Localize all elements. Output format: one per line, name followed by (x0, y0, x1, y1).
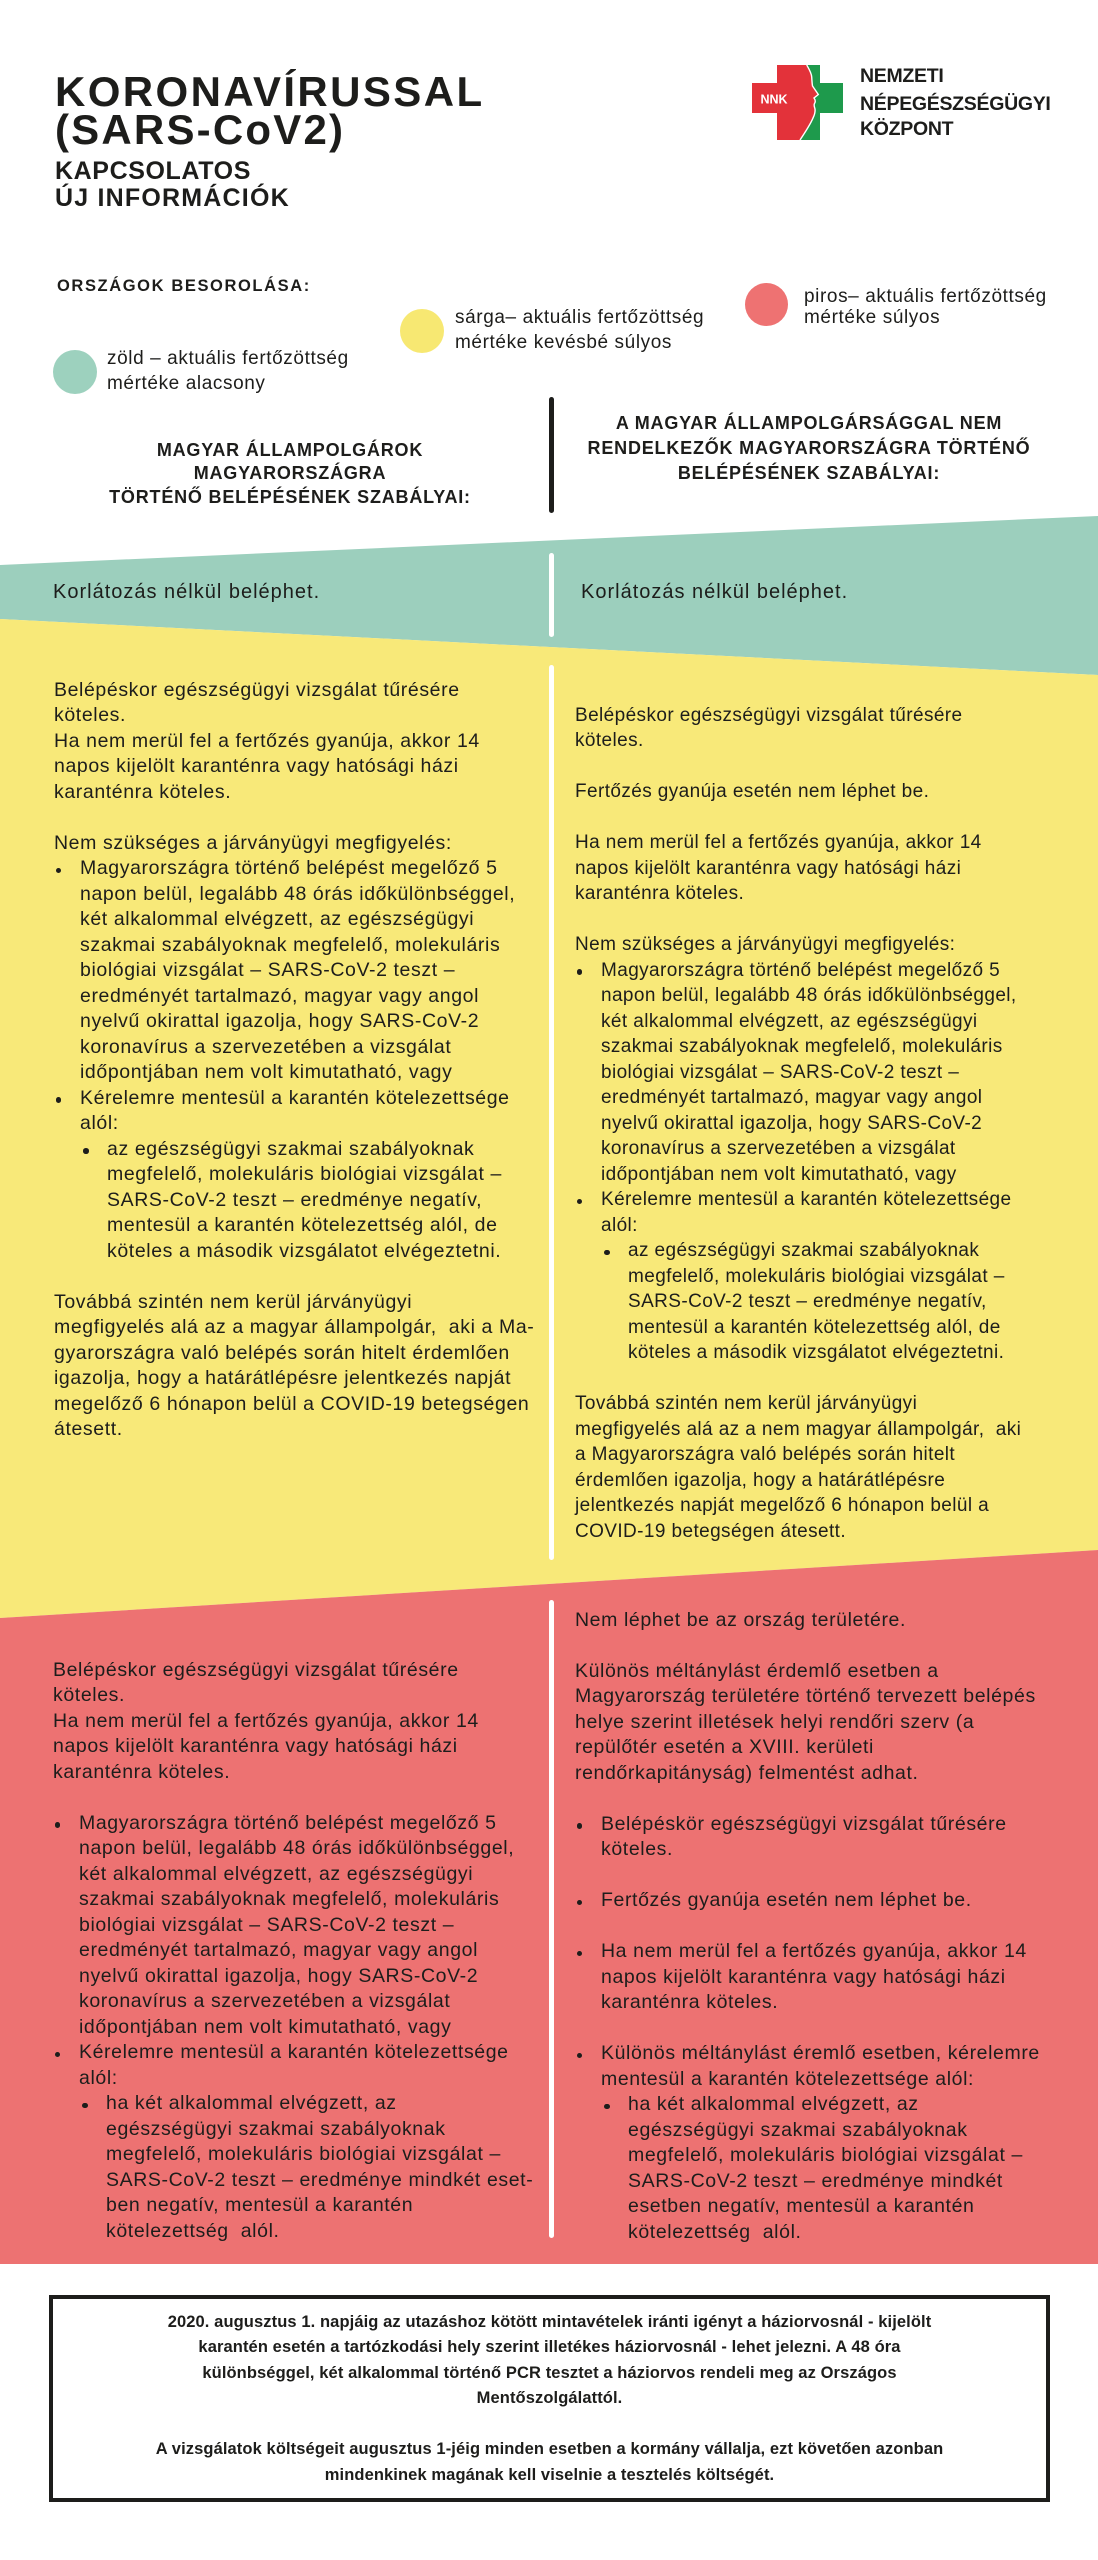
bullet-item-continuation (53, 2015, 533, 2041)
line-text: Fertőzés gyanúja esetén nem léphet be. (575, 781, 930, 803)
text-line (575, 1659, 1055, 1685)
bullet-item-continuation (575, 2194, 1055, 2220)
text-line (54, 729, 534, 755)
line-text: alól: (601, 1214, 638, 1236)
line-text: nyelvű okirattal igazolja, hogy SARS-CoV-2 (79, 1964, 479, 1987)
green-zone-hungarian-rules (53, 580, 533, 606)
text-line (54, 703, 534, 729)
line-text: ben negatív, mentesül a karantén (106, 2194, 414, 2216)
line-text: szakmai szabályoknak megfelelő, molekuláris (79, 1888, 500, 1910)
legend-item-line: piros– aktuális fertőzöttség (804, 286, 1047, 307)
bullet-item-continuation (575, 1289, 1055, 1315)
line-text: megfelelő, molekuláris biológiai vizsgálat – (628, 1265, 1005, 1287)
red-zone-hungarian-rules (53, 1658, 533, 2245)
logo-name-line: NÉPEGÉSZSÉGÜGYI (860, 93, 1051, 115)
text-line (53, 580, 533, 606)
bullet-item-continuation (575, 1162, 1055, 1188)
legend-item-line: zöld – aktuális fertőzöttség (107, 348, 349, 369)
line-text: köteles. (54, 704, 127, 726)
notice-line: 2020. augusztus 1. napjáig az utazáshoz kötött mintavételek iránti igényt a háziorvosnál - kijelölt (167, 2312, 932, 2331)
line-text: két alkalommal elvégzett, az egészségügyi (80, 908, 475, 930)
bullet-item-continuation (575, 1315, 1055, 1341)
line-text: megelőző 6 hónapon belül a COVID-19 betegségen (54, 1392, 530, 1415)
bullet-icon (82, 2103, 88, 2109)
text-line (53, 1658, 533, 1684)
line-text: karanténra köteles. (575, 883, 745, 905)
bullet-item-continuation (54, 933, 534, 959)
line-text: Különös méltánylást éremlő esetben, kérelemre (601, 2042, 1040, 2064)
bullet-item-continuation (54, 984, 534, 1010)
line-text: napos kijelölt karanténra vagy hatósági házi (54, 755, 459, 777)
blank-line (575, 907, 1055, 933)
text-line (575, 728, 1055, 754)
bullet-icon (577, 2053, 583, 2059)
bullet-item-continuation (53, 1836, 533, 1862)
bullet-item-continuation (54, 1239, 534, 1265)
line-text: érdemlően igazolja, hogy a határátlépésre (575, 1469, 946, 1491)
text-line (54, 1366, 534, 1392)
bullet-item-continuation (575, 1009, 1055, 1035)
line-text: biológiai vizsgálat – SARS-CoV-2 teszt – (80, 959, 456, 981)
line-text: időpontjában nem volt kimutatható, vagy (80, 1061, 453, 1083)
text-line (54, 1290, 534, 1316)
bullet-icon (55, 1822, 61, 1828)
legend-item-line: mértéke súlyos (804, 307, 941, 328)
line-text: napon belül, legalább 48 órás időkülönbséggel, (79, 1837, 515, 1859)
line-text: karanténra köteles. (53, 1760, 231, 1783)
line-text: Továbbá szintén nem kerül járványügyi (575, 1393, 918, 1415)
line-text: kötelezettség alól. (106, 2219, 280, 2242)
line-text: időpontjában nem volt kimutatható, vagy (601, 1163, 957, 1185)
red-circle-icon (745, 283, 788, 326)
line-text: alól: (80, 1112, 119, 1134)
line-text: SARS-CoV-2 teszt – eredménye negatív, (107, 1188, 483, 1211)
line-text: Kérelemre mentesül a karantén kötelezettsége (79, 2041, 509, 2063)
line-text: mentesül a karantén kötelezettsége alól: (601, 2067, 975, 2090)
blank-line (575, 754, 1055, 780)
line-text: Továbbá szintén nem kerül járványügyi (54, 1290, 413, 1313)
bullet-item (575, 958, 1055, 984)
line-text: eredményét tartalmazó, magyar vagy angol (80, 984, 480, 1007)
line-text: COVID-19 betegségen átesett. (575, 1520, 847, 1542)
bullet-item-continuation (53, 1887, 533, 1913)
logo-name-line: KÖZPONT (860, 118, 954, 140)
legend-item-red (804, 286, 1047, 328)
hungarian-citizens-heading (50, 439, 530, 509)
red-zone-foreign-rules (575, 1608, 1055, 2246)
bullet-item-continuation (53, 2168, 533, 2194)
line-text: ha két alkalommal elvégzett, az (628, 2093, 919, 2115)
text-line (54, 1341, 534, 1367)
bullet-icon (577, 1951, 583, 1957)
text-line (575, 1519, 1055, 1545)
line-text: Magyarországra történő belépést megelőző 5 (79, 1811, 497, 1834)
bullet-item (54, 856, 534, 882)
line-text: az egészségügyi szakmai szabályoknak (107, 1137, 475, 1160)
heading-line: A MAGYAR ÁLLAMPOLGÁRSÁGGAL NEM (615, 413, 1003, 433)
line-text: átesett. (54, 1418, 123, 1440)
blank-line (575, 1366, 1055, 1392)
title-line: KORONAVÍRUSSAL (55, 68, 485, 115)
yellow-zone-foreign-rules (575, 703, 1055, 1545)
line-text: Ha nem merül fel a fertőzés gyanúja, akkor 14 (575, 832, 982, 854)
bullet-item-continuation (54, 958, 534, 984)
line-text: nyelvű okirattal igazolja, hogy SARS-CoV-2 (601, 1112, 983, 1134)
text-line (54, 1315, 534, 1341)
text-line (53, 1734, 533, 1760)
line-text: nyelvű okirattal igazolja, hogy SARS-CoV-2 (80, 1010, 480, 1032)
line-text: Korlátozás nélkül beléphet. (581, 581, 849, 603)
bullet-item-continuation (54, 1035, 534, 1061)
line-text: karanténra köteles. (601, 1991, 779, 2013)
line-text: szakmai szabályoknak megfelelő, molekuláris (601, 1036, 1003, 1058)
logo-name-line: NEMZETI (860, 65, 944, 87)
line-text: napon belül, legalább 48 órás időkülönbséggel, (80, 882, 516, 905)
bullet-item-continuation (575, 1340, 1055, 1366)
line-text: Belépéskor egészségügyi vizsgálat tűrésére (53, 1658, 459, 1681)
notice-line: karantén esetén a tartózkodási hely szerint illetékes háziorvosnál - lehet jelezni. A 48 óra (198, 2338, 901, 2356)
line-text: megfelelő, molekuláris biológiai vizsgálat – (628, 2144, 1023, 2166)
text-line (54, 678, 534, 704)
line-text: koronavírus a szervezetében a vizsgálat (601, 1138, 956, 1160)
bullet-icon (577, 1823, 583, 1829)
bullet-item-continuation (53, 2117, 533, 2143)
column-divider-green (549, 553, 554, 637)
nnk-cross-icon (752, 65, 843, 140)
line-text: egészségügyi szakmai szabályoknak (628, 2118, 968, 2141)
notice-line: mindenkinek magának kell viselnie a tesztelés költségét. (324, 2465, 775, 2484)
line-text: napos kijelölt karanténra vagy hatósági házi (601, 1965, 1006, 1988)
line-text: köteles. (53, 1684, 126, 1706)
text-line (54, 1392, 534, 1418)
text-line (575, 1442, 1055, 1468)
text-line (575, 1710, 1055, 1736)
line-text: az egészségügyi szakmai szabályoknak (628, 1240, 980, 1262)
line-text: köteles a második vizsgálatot elvégeztetni. (628, 1342, 1005, 1364)
line-text: biológiai vizsgálat – SARS-CoV-2 teszt – (79, 1913, 455, 1936)
line-text: köteles a második vizsgálatot elvégeztetni. (107, 1239, 502, 1262)
line-text: napos kijelölt karanténra vagy hatósági házi (575, 857, 962, 879)
bullet-item-continuation (54, 1111, 534, 1137)
blank-line (54, 1264, 534, 1290)
bullet-item-continuation (575, 1264, 1055, 1290)
line-text: Kérelemre mentesül a karantén kötelezettsége (80, 1086, 510, 1109)
line-text: megfigyelés alá az a magyar állampolgár, aki a Ma- (54, 1316, 535, 1338)
notice-paragraph (53, 2310, 1046, 2412)
legend-item-yellow (455, 306, 704, 355)
blank-line (575, 1914, 1055, 1940)
bullet-item-continuation (53, 1938, 533, 1964)
subtitle-line: KAPCSOLATOS (55, 157, 251, 185)
bullet-item (53, 1811, 533, 1837)
line-text: rendőrkapitányság) felmentést adhat. (575, 1761, 919, 1784)
bullet-icon (577, 1199, 583, 1205)
line-text: eredményét tartalmazó, magyar vagy angol (601, 1087, 983, 1109)
text-line (54, 831, 534, 857)
line-text: helye szerint illetések helyi rendőri szerv (a (575, 1710, 975, 1733)
bullet-item-continuation (575, 2067, 1055, 2093)
bullet-item-continuation (575, 1111, 1055, 1137)
column-divider-red (549, 1600, 554, 2238)
notice-line: Mentőszolgálattól. (476, 2389, 623, 2407)
blank-line (575, 805, 1055, 831)
line-text: két alkalommal elvégzett, az egészségügyi (79, 1862, 474, 1885)
bullet-item-continuation (53, 1964, 533, 1990)
bullet-item-continuation (575, 1213, 1055, 1239)
text-line (575, 1735, 1055, 1761)
line-text: köteles. (575, 730, 644, 752)
bullet-icon (56, 868, 62, 874)
bullet-item-continuation (53, 1989, 533, 2015)
text-line (575, 1391, 1055, 1417)
legend-item-line: mértéke kevésbé súlyos (455, 331, 673, 353)
text-line (575, 1417, 1055, 1443)
line-text: alól: (79, 2066, 118, 2089)
bullet-item-continuation (53, 2142, 533, 2168)
text-line (575, 856, 1055, 882)
notice-paragraph (53, 2437, 1046, 2488)
bullet-icon (604, 1250, 610, 1256)
line-text: koronavírus a szervezetében a vizsgálat (80, 1035, 452, 1058)
bullet-item-continuation (54, 1213, 534, 1239)
line-text: eredményét tartalmazó, magyar vagy angol (79, 1939, 479, 1961)
bullet-item-continuation (575, 2169, 1055, 2195)
line-text: napos kijelölt karanténra vagy hatósági házi (53, 1735, 458, 1757)
text-line (581, 580, 1061, 606)
nnk-logo (752, 65, 1052, 145)
text-line (54, 754, 534, 780)
line-text: Nem léphet be az ország területére. (575, 1608, 907, 1631)
text-line (575, 1761, 1055, 1787)
bullet-item-continuation (54, 1188, 534, 1214)
line-text: esetben negatív, mentesül a karantén (628, 2195, 975, 2217)
line-text: mentesül a karantén kötelezettség alól, de (107, 1214, 498, 1236)
line-text: repülőtér esetén a XVIII. kerületi (575, 1736, 874, 1758)
line-text: SARS-CoV-2 teszt – eredménye mindkét (628, 2169, 1003, 2192)
bullet-item-continuation (575, 1837, 1055, 1863)
bullet-item-continuation (575, 1990, 1055, 2016)
text-line (575, 779, 1055, 805)
yellow-zone-hungarian-rules (54, 678, 534, 1443)
bullet-item-continuation (53, 2193, 533, 2219)
legend-item-line: mértéke alacsony (107, 372, 266, 394)
bullet-item (575, 1187, 1055, 1213)
line-text: Nem szükséges a járványügyi megfigyelés: (54, 831, 452, 854)
line-text: Belépéskör egészségügyi vizsgálat tűrésére (601, 1812, 1007, 1835)
bullet-item-continuation (575, 1136, 1055, 1162)
blank-line (54, 805, 534, 831)
line-text: szakmai szabályoknak megfelelő, molekuláris (80, 933, 501, 956)
line-text: Különös méltánylást érdemlő esetben a (575, 1659, 939, 1682)
text-line (54, 1417, 534, 1443)
bullet-icon (83, 1148, 89, 1154)
logo-badge-text: NNK (760, 92, 788, 107)
title-line: (SARS-CoV2) (55, 106, 346, 153)
bullet-item (575, 1812, 1055, 1838)
line-text: egészségügyi szakmai szabályoknak (106, 2117, 446, 2140)
bullet-icon (56, 1097, 62, 1103)
heading-line: BELÉPÉSÉNEK SZABÁLYAI: (677, 463, 941, 483)
subtitle-line: ÚJ INFORMÁCIÓK (55, 184, 290, 212)
line-text: karanténra köteles. (54, 780, 232, 803)
yellow-circle-icon (400, 309, 444, 353)
line-text: Magyarországra történő belépést megelőző 5 (601, 959, 1001, 981)
bullet-item-continuation (53, 1913, 533, 1939)
line-text: ha két alkalommal elvégzett, az (106, 2092, 397, 2114)
foreign-citizens-heading (569, 411, 1049, 486)
line-text: a Magyarországra való belépés során hitelt (575, 1444, 956, 1466)
line-text: megfelelő, molekuláris biológiai vizsgálat – (107, 1163, 502, 1185)
line-text: Belépéskor egészségügyi vizsgálat tűrésére (54, 678, 460, 701)
bullet-item-continuation (575, 1965, 1055, 1991)
heading-line: TÖRTÉNŐ BELÉPÉSÉNEK SZABÁLYAI: (109, 486, 471, 507)
line-text: Ha nem merül fel a fertőzés gyanúja, akkor 14 (601, 1940, 1027, 1962)
bullet-item (54, 1137, 534, 1163)
text-line (575, 830, 1055, 856)
bullet-item (53, 2091, 533, 2117)
bullet-item-continuation (575, 2118, 1055, 2144)
line-text: Korlátozás nélkül beléphet. (53, 581, 321, 603)
legend-title: ORSZÁGOK BESOROLÁSA: (57, 277, 311, 295)
bullet-item-continuation (53, 2066, 533, 2092)
line-text: koronavírus a szervezetében a vizsgálat (79, 1990, 451, 2012)
text-line (575, 1493, 1055, 1519)
bullet-icon (55, 2052, 61, 2058)
bullet-item-continuation (54, 1009, 534, 1035)
text-line (54, 780, 534, 806)
line-text: két alkalommal elvégzett, az egészségügyi (601, 1010, 978, 1032)
line-text: Nem szükséges a járványügyi megfigyelés: (575, 934, 956, 956)
line-text: köteles. (601, 1838, 674, 1860)
bullet-item-continuation (54, 882, 534, 908)
line-text: SARS-CoV-2 teszt – eredménye mindkét eset- (106, 2168, 534, 2191)
line-text: kötelezettség alól. (628, 2220, 802, 2243)
bullet-item (575, 2092, 1055, 2118)
line-text: Ha nem merül fel a fertőzés gyanúja, akkor 14 (54, 729, 480, 752)
bullet-item-continuation (575, 983, 1055, 1009)
heading-line: MAGYAR ÁLLAMPOLGÁROK (156, 440, 424, 460)
bullet-item-continuation (54, 907, 534, 933)
text-line (575, 703, 1055, 729)
blank-line (575, 1786, 1055, 1812)
bullet-item (54, 1086, 534, 1112)
bullet-item-continuation (53, 1862, 533, 1888)
line-text: napon belül, legalább 48 órás időkülönbséggel, (601, 985, 1017, 1007)
line-text: gyarországra való belépés során hitelt érdemlően (54, 1341, 510, 1364)
line-text: Fertőzés gyanúja esetén nem léphet be. (601, 1889, 972, 1911)
bullet-item-continuation (575, 2143, 1055, 2169)
blank-line (53, 1785, 533, 1811)
line-text: mentesül a karantén kötelezettség alól, de (628, 1316, 1001, 1338)
notice-box (49, 2295, 1050, 2502)
line-text: megfigyelés alá az a nem magyar állampolgár, aki (575, 1418, 1022, 1440)
bullet-item-continuation (575, 1085, 1055, 1111)
blank-line (575, 1633, 1055, 1659)
bullet-item-continuation (575, 2220, 1055, 2246)
legend-item-line: sárga– aktuális fertőzöttség (455, 307, 705, 328)
line-text: Magyarországra történő belépést megelőző 5 (80, 857, 498, 879)
green-zone-foreign-rules (581, 580, 1061, 606)
notice-line: különbséggel, két alkalommal történő PCR tesztet a háziorvos rendeli meg az Országos (202, 2363, 897, 2382)
legend-item-green (107, 347, 349, 396)
blank-line (575, 1863, 1055, 1889)
notice-line: A vizsgálatok költségeit augusztus 1-jéig minden esetben a kormány vállalja, ezt követően azonban (155, 2440, 944, 2458)
text-line (53, 1760, 533, 1786)
text-line (575, 932, 1055, 958)
bullet-item (575, 1939, 1055, 1965)
line-text: biológiai vizsgálat – SARS-CoV-2 teszt – (601, 1061, 960, 1083)
column-divider-header (549, 397, 554, 513)
line-text: időpontjában nem volt kimutatható, vagy (79, 2015, 452, 2038)
bullet-icon (577, 1900, 583, 1906)
bullet-item-continuation (54, 1060, 534, 1086)
bullet-icon (577, 969, 583, 975)
column-divider-yellow (549, 665, 554, 1560)
line-text: megfelelő, molekuláris biológiai vizsgálat – (106, 2143, 501, 2165)
heading-line: RENDELKEZŐK MAGYARORSZÁGRA TÖRTÉNŐ (587, 438, 1031, 458)
line-text: Magyarország területére történő tervezett belépés (575, 1685, 1036, 1707)
bullet-item (53, 2040, 533, 2066)
bullet-item-continuation (53, 2219, 533, 2245)
text-line (575, 1684, 1055, 1710)
text-line (575, 1468, 1055, 1494)
green-circle-icon (53, 350, 97, 394)
text-line (53, 1709, 533, 1735)
heading-line: MAGYARORSZÁGRA (193, 463, 387, 484)
bullet-icon (604, 2104, 610, 2110)
bullet-item-continuation (575, 1034, 1055, 1060)
line-text: Belépéskor egészségügyi vizsgálat tűrésére (575, 704, 963, 726)
text-line (53, 1683, 533, 1709)
bullet-item-continuation (575, 1060, 1055, 1086)
blank-line (575, 2016, 1055, 2042)
bullet-item (575, 1888, 1055, 1914)
bullet-item (575, 1238, 1055, 1264)
line-text: SARS-CoV-2 teszt – eredménye negatív, (628, 1291, 987, 1313)
text-line (575, 881, 1055, 907)
bullet-item (575, 2041, 1055, 2067)
line-text: Ha nem merül fel a fertőzés gyanúja, akkor 14 (53, 1709, 479, 1732)
line-text: jelentkezés napját megelőző 6 hónapon belül a (575, 1495, 990, 1517)
line-text: igazolja, hogy a határátlépésre jelentkezés napját (54, 1367, 512, 1389)
text-line (575, 1608, 1055, 1634)
bullet-item-continuation (54, 1162, 534, 1188)
line-text: Kérelemre mentesül a karantén kötelezettsége (601, 1189, 1012, 1211)
